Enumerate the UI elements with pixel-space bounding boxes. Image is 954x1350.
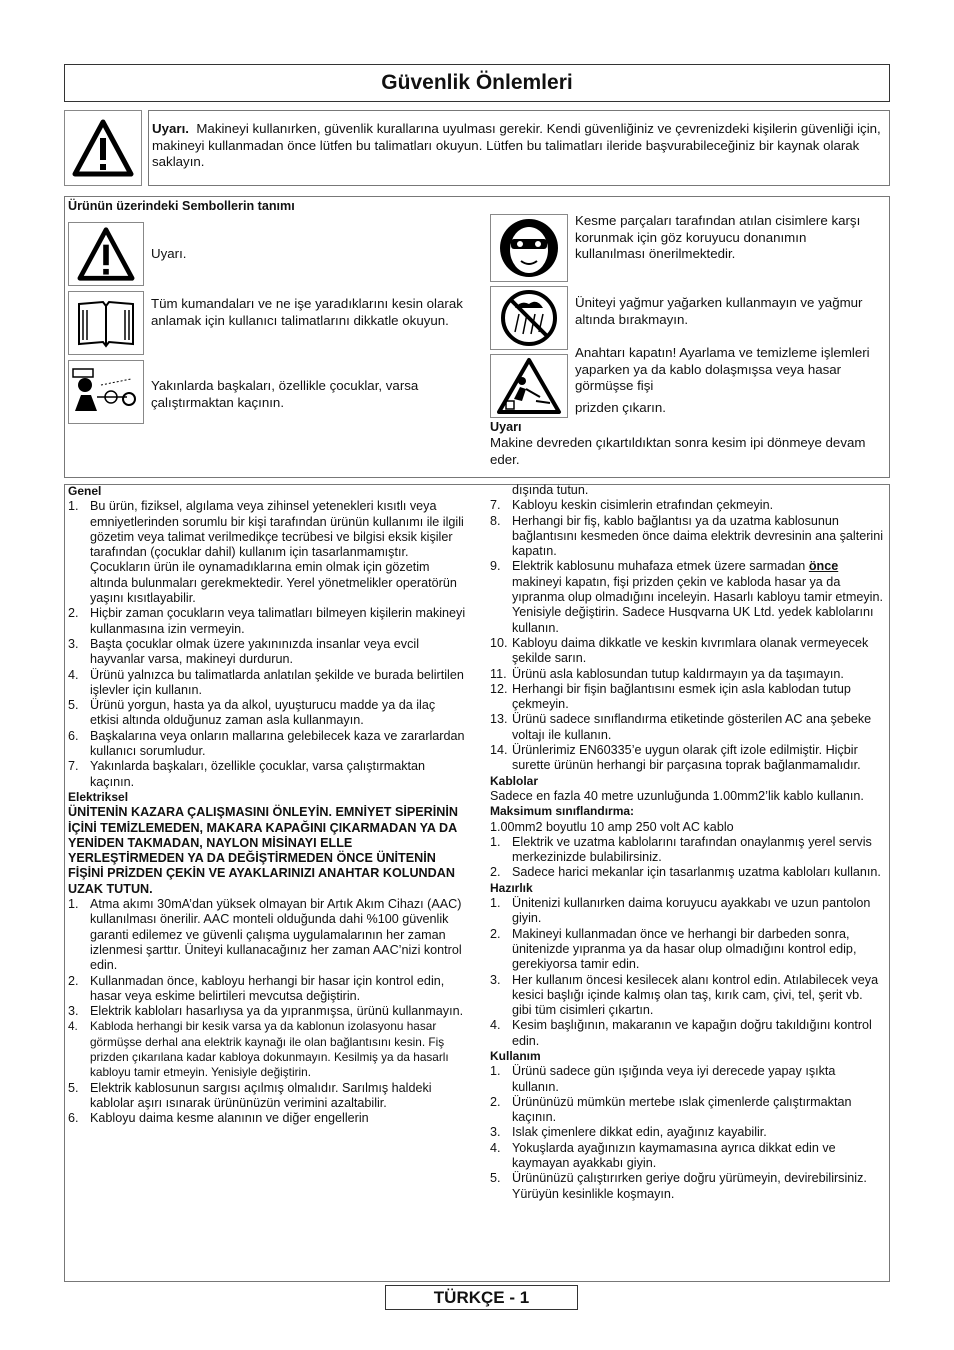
elektriksel-heading: Elektriksel	[68, 789, 129, 804]
list-item: 1. Ünitenizi kullanırken daima koruyucu ayakkabı ve uzun pantolon giyin.	[490, 896, 871, 926]
bystanders-icon	[68, 360, 144, 424]
maks-text: 1.00mm2 boyutlu 10 amp 250 volt AC kablo	[490, 819, 734, 834]
genel-list	[68, 499, 466, 790]
list-item: 12. Herhangi bir fişin bağlantısını esmek için asla kablodan tutup çekmeyin.	[490, 681, 851, 712]
list-item: 2. Ürününüzü mümkün mertebe ıslak çimenlerde çalıştırmaktan kaçının.	[490, 1094, 852, 1125]
symbols-heading: Ürünün üzerindeki Sembollerin tanımı	[68, 199, 295, 213]
list-item: 3. Başta çocuklar olmak üzere yakınınızda insanlar veya evcil hayvanlar varsa, makineyi durdurun.	[68, 636, 419, 667]
list-item: 1. Ürünü sadece gün ışığında veya iyi derecede yapay ışıkta kullanın.	[490, 1064, 836, 1094]
symbol-text-unplug-end: prizden çıkarın.	[575, 400, 666, 415]
caps-warning: ÜNİTENİN KAZARA ÇALIŞMASINI ÖNLEYİN. EMNİYET SİPERİNİN İÇİNİ TEMİZLEMEDEN, MAKARA KAPAĞINI ÇIKARMADAN YA DA YENİDEN TAKMADAN, NAYLON MİSİNAYI ELLE YERLEŞTİRMEDEN YA DA DEĞİŞTİRMEDEN ÖNCE ÜNİTENİN FİŞİNİ PRİZDEN ÇEKİN VE AYAKLARINIZI ANAHTAR KOLUNDAN UZAK TUTUN.	[68, 805, 458, 896]
list-item: 13. Ürünü sadece sınıflandırma etiketinde gösterilen AC ana şebeke voltajı ile kullanın.	[490, 712, 872, 742]
list-item: 5. Elektrik kablosunun sargısı açılmış olmalıdır. Sarılmış haldeki kablolar aşırı ısınarak ürününüzün verimini azaltabilir.	[68, 1080, 432, 1110]
warning-text-block	[152, 121, 886, 171]
page-footer: TÜRKÇE - 1	[385, 1285, 578, 1310]
list-item: 9. Elektrik kablosunu muhafaza etmek üzere sarmadan önce makineyi kapatın, fişi prizden çekin ve kabloda hasar ya da yıpranma olup olmadığını inceleyin. Hasarlı kabloyu tamir etmeyin. Yenisiyle değiştirin. Sadece Husqvarna UK Ltd. yedek kablolarını kullanın.	[490, 559, 883, 635]
list-item: 1. Atma akımı 30mA’dan yüksek olmayan bir Artık Akım Cihazı (AAC) kullanılması önerilir. AAC monteli olduğunda dahi %100 güvenlik garanti edilemez ve güvenli çalışma uygulamalarının her zaman izlenmesi şarttır. Üniteyi kullanacağınız her zaman AAC’nizi kontrol edin.	[68, 897, 462, 973]
warning-triangle-icon	[68, 222, 144, 286]
list-item: 3. Elektrik kabloları hasarlıysa ya da yıpranmışsa, ürünü kullanmayın.	[68, 1004, 464, 1019]
kullanim-heading: Kullanım	[490, 1048, 541, 1063]
list-item: 2. Sadece harici mekanlar için tasarlanmış uzatma kabloları kullanın.	[490, 865, 881, 880]
left-column	[68, 484, 466, 1126]
symbol-text-warning: Uyarı.	[151, 246, 187, 261]
warning-panel	[148, 110, 890, 186]
list-item: 2. Hiçbir zaman çocukların veya talimatları bilmeyen kişilerin makineyi kullanmasına izin vermeyin.	[68, 606, 466, 636]
list-item: 11. Ürünü asla kablosundan tutup kaldırmayın ya da taşımayın.	[490, 666, 844, 681]
page-title: Güvenlik Önlemleri	[64, 64, 890, 102]
list-item: 14. Ürünlerimiz EN60335’e uygun olarak çift izole edilmiştir. Hiçbir surette ürünün herhangi bir parçasına toprak bağlanmamalıdır.	[490, 743, 861, 773]
list-item: 8. Herhangi bir fiş, kablo bağlantısı ya da uzatma kablosunun bağlantısını kesmeden önce daima elektrik devresinin ana şalterini kapatın.	[490, 513, 884, 559]
symbol-text-bystanders: Yakınlarda başkaları, özellikle çocuklar, varsa çalıştırmaktan kaçının.	[151, 378, 419, 410]
manual-book-icon	[68, 291, 144, 355]
note-label: Uyarı	[490, 420, 522, 434]
list-item: 3. Her kullanım öncesi kesilecek alanı kontrol edin. Atılabilecek veya kesici başlığı içinde kalmış olan taş, kırık cam, çivi, tel, şerit vb. gibi tüm cisimleri çıkartın.	[490, 972, 879, 1018]
list-item: 7. Kabloyu keskin cisimlerin etrafından çekmeyin.	[490, 498, 774, 513]
elektriksel-list-cont	[490, 498, 885, 773]
right-column	[490, 483, 885, 1202]
list-item: 4. Yokuşlarda ayağınızın kaymamasına ayrıca dikkat edin ve kaymayan ayakkabı giyin.	[490, 1140, 836, 1171]
list-item: 4. Kabloda herhangi bir kesik varsa ya da kablonun izolasyonu hasar görmüşse derhal ana elektrik kaynağı ile olan bağlantısını kesin. Fiş prizden çıkarılana kadar kabloya dokunmayın. Kesilmiş ya da hasarlı kabloyu tamir etmeyin. Yenisiyle değiştirin.	[68, 1019, 449, 1080]
note-text: Makine devreden çıkartıldıktan sonra kesim ipi dönmeye devam eder.	[490, 435, 866, 467]
list-item: 5. Ürünü yorgun, hasta ya da alkol, uyuşturucu madde ya da ilaç etkisi altında olduğunuz zaman asla kullanmayın.	[68, 698, 436, 728]
maks-list	[490, 835, 885, 881]
list-item: 4. Kesim başlığının, makaranın ve kapağın doğru takıldığını kontrol edin.	[490, 1018, 872, 1048]
list-item: 7. Yakınlarda başkaları, özellikle çocuklar, varsa çalıştırmaktan kaçının.	[68, 759, 426, 789]
genel-heading: Genel	[68, 484, 102, 498]
list-item: 1. Bu ürün, fiziksel, algılama veya zihinsel yetenekleri kısıtlı veya emniyetlerinden sorumlu bir kişi tarafından ürünün kullanımı ile ilgili gözetim veya talimat verilmedikçe tecrübesi ve bilgisi eksik kişiler tarafından (çocuklar dahil) kullanım için tasarlanmamıştır. Çocukların ürün ile oynamadıklarına emin olmak için gözetim altında bulunmaları gerekmektedir. Yerel yönetmelikler operatörün yaşını kısıtlayabilir.	[68, 499, 464, 606]
kablolar-text: Sadece en fazla 40 metre uzunluğunda 1.00mm2’lik kablo kullanın.	[490, 788, 864, 803]
list-item: 2. Makineyi kullanmadan önce ve herhangi bir darbeden sonra, ünitenizde yıpranma ya da hasar olup olmadığını kontrol edip, gerekiyorsa tamir edin.	[490, 926, 857, 972]
list-item: 2. Kullanmadan önce, kabloyu herhangi bir hasar için kontrol edin, hasar veya eskime belirtileri mevcutsa değiştirin.	[68, 973, 445, 1003]
list-item: 1. Elektrik ve uzatma kablolarını tarafından onaylanmış yerel servis merkezinizde bulabilirsiniz.	[490, 834, 872, 865]
symbol-text-manual: Tüm kumandaları ve ne işe yaradıklarını kesin olarak anlamak için kullanıcı talimatlarını dikkatle okuyun.	[151, 296, 463, 328]
eye-protection-icon	[490, 214, 568, 282]
elektriksel-list	[68, 897, 466, 1126]
list-item: 3. Islak çimenlere dikkat edin, ayağınız kayabilir.	[490, 1125, 767, 1140]
warning-label: Uyarı.	[152, 121, 189, 136]
list-item: 5. Ürününüzü çalıştırırken geriye doğru yürümeyin, devirebilirsiniz. Yürüyün kesinlikle koşmayın.	[490, 1171, 867, 1201]
symbol-text-unplug: Anahtarı kapatın! Ayarlama ve temizleme işlemleri yaparken ya da kablo dolaşmışsa veya hasar görmüşse fişi	[575, 345, 870, 393]
hazirlik-list	[490, 896, 885, 1049]
hazirlik-heading: Hazırlık	[490, 880, 533, 895]
kullanim-list	[490, 1064, 885, 1202]
no-rain-icon	[490, 286, 568, 350]
list-item: 10. Kabloyu daima dikkatle ve keskin kıvrımlara olanak vermeyecek şekilde sarın.	[490, 635, 869, 666]
warning-triangle-icon	[64, 110, 142, 186]
list-item: 4. Ürünü yalnızca bu talimatlarda anlatılan şekilde ve burada belirtilen işlevler için kullanın.	[68, 667, 464, 697]
list-item: 6. Kabloyu daima kesme alanının ve diğer engellerin	[68, 1111, 369, 1126]
symbol-text-eye-protection: Kesme parçaları tarafından atılan cisimlere karşı korunmak için göz koruyucu donanımın kullanılması önerilmektedir.	[575, 213, 861, 261]
list-item: 6. Başkalarına veya onların mallarına gelebilecek kaza ve zararlardan kullanıcı sorumludur.	[68, 728, 465, 759]
emphasis-once: önce	[808, 559, 839, 574]
symbol-text-no-rain: Üniteyi yağmur yağarken kullanmayın ve yağmur altında bırakmayın.	[575, 295, 863, 327]
unplug-icon	[490, 354, 568, 418]
continuation-text: dışında tutun.	[512, 483, 589, 497]
warning-text: Makineyi kullanırken, güvenlik kurallarına uyulması gerekir. Kendi güvenliğiniz ve çevrenizdeki kişilerin güvenliği için, makineyi kullanmadan önce lütfen bu talimatları okuyun. Lütfen bu talimatları ileride başvurabileceğiniz bir kaynak olarak saklayın.	[152, 121, 881, 169]
kablolar-heading: Kablolar	[490, 773, 539, 788]
maks-heading: Maksimum sınıflandırma:	[490, 804, 635, 819]
